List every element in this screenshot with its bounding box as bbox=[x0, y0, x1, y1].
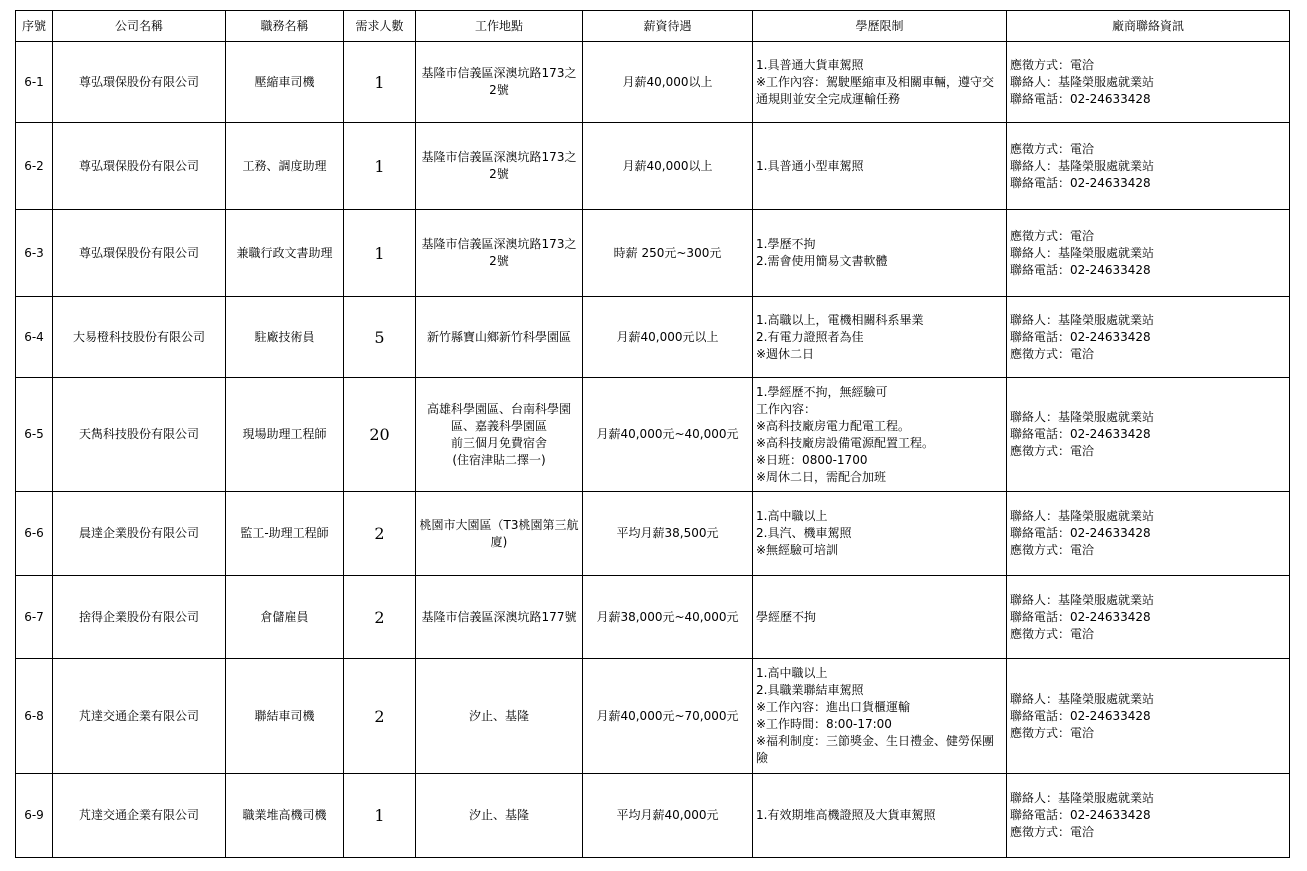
contact-info: 應徵方式：電洽 聯絡人：基隆榮服處就業站 聯絡電話：02-24633428 bbox=[1007, 123, 1290, 210]
company-name: 尊弘環保股份有限公司 bbox=[53, 123, 226, 210]
row-id: 6-6 bbox=[16, 492, 53, 576]
position-name: 聯結車司機 bbox=[226, 659, 344, 774]
position-name: 工務、調度助理 bbox=[226, 123, 344, 210]
table-row bbox=[16, 659, 1290, 774]
work-location: 基隆市信義區深澳坑路173之2號 bbox=[416, 42, 583, 123]
position-name: 駐廠技術員 bbox=[226, 297, 344, 378]
position-name: 現場助理工程師 bbox=[226, 378, 344, 492]
salary: 月薪40,000元~70,000元 bbox=[583, 659, 753, 774]
headcount: 1 bbox=[344, 210, 416, 297]
company-name: 尊弘環保股份有限公司 bbox=[53, 42, 226, 123]
row-id: 6-8 bbox=[16, 659, 53, 774]
row-id: 6-4 bbox=[16, 297, 53, 378]
contact-info: 聯絡人：基隆榮服處就業站 聯絡電話：02-24633428 應徵方式：電洽 bbox=[1007, 297, 1290, 378]
position-name: 兼職行政文書助理 bbox=[226, 210, 344, 297]
work-location: 汐止、基隆 bbox=[416, 774, 583, 858]
company-name: 芃達交通企業有限公司 bbox=[53, 659, 226, 774]
contact-info: 聯絡人：基隆榮服處就業站 聯絡電話：02-24633428 應徵方式：電洽 bbox=[1007, 492, 1290, 576]
header-row bbox=[16, 11, 1290, 42]
company-name: 晨達企業股份有限公司 bbox=[53, 492, 226, 576]
work-location: 基隆市信義區深澳坑路177號 bbox=[416, 576, 583, 659]
position-name: 倉儲雇員 bbox=[226, 576, 344, 659]
work-location: 基隆市信義區深澳坑路173之2號 bbox=[416, 123, 583, 210]
headcount: 2 bbox=[344, 492, 416, 576]
salary: 平均月薪38,500元 bbox=[583, 492, 753, 576]
table-row bbox=[16, 210, 1290, 297]
headcount: 1 bbox=[344, 42, 416, 123]
contact-info: 應徵方式：電洽 聯絡人：基隆榮服處就業站 聯絡電話：02-24633428 bbox=[1007, 210, 1290, 297]
work-location: 桃園市大園區（T3桃園第三航廈) bbox=[416, 492, 583, 576]
header-location: 工作地點 bbox=[416, 11, 583, 42]
header-count: 需求人數 bbox=[344, 11, 416, 42]
company-name: 大易橙科技股份有限公司 bbox=[53, 297, 226, 378]
salary: 月薪38,000元~40,000元 bbox=[583, 576, 753, 659]
table-row bbox=[16, 378, 1290, 492]
row-id: 6-1 bbox=[16, 42, 53, 123]
company-name: 天雋科技股份有限公司 bbox=[53, 378, 226, 492]
company-name: 捨得企業股份有限公司 bbox=[53, 576, 226, 659]
requirements: 1.高中職以上 2.具職業聯結車駕照 ※工作內容：進出口貨櫃運輸 ※工作時間：8:00-17:00 ※福利制度：三節獎金、生日禮金、健勞保團險 bbox=[753, 659, 1007, 774]
contact-info: 聯絡人：基隆榮服處就業站 聯絡電話：02-24633428 應徵方式：電洽 bbox=[1007, 378, 1290, 492]
position-name: 職業堆高機司機 bbox=[226, 774, 344, 858]
requirements: 1.具普通大貨車駕照 ※工作內容：駕駛壓縮車及相關車輛，遵守交通規則並安全完成運輸任務 bbox=[753, 42, 1007, 123]
salary: 月薪40,000以上 bbox=[583, 123, 753, 210]
salary: 月薪40,000元~40,000元 bbox=[583, 378, 753, 492]
requirements: 1.高中職以上 2.具汽、機車駕照 ※無經驗可培訓 bbox=[753, 492, 1007, 576]
requirements: 1.學歷不拘 2.需會使用簡易文書軟體 bbox=[753, 210, 1007, 297]
headcount: 2 bbox=[344, 576, 416, 659]
header-requirements: 學歷限制 bbox=[753, 11, 1007, 42]
work-location: 汐止、基隆 bbox=[416, 659, 583, 774]
table-row bbox=[16, 492, 1290, 576]
table-row bbox=[16, 123, 1290, 210]
table-row bbox=[16, 576, 1290, 659]
requirements: 學經歷不拘 bbox=[753, 576, 1007, 659]
requirements: 1.具普通小型車駕照 bbox=[753, 123, 1007, 210]
row-id: 6-3 bbox=[16, 210, 53, 297]
salary: 平均月薪40,000元 bbox=[583, 774, 753, 858]
row-id: 6-9 bbox=[16, 774, 53, 858]
requirements: 1.有效期堆高機證照及大貨車駕照 bbox=[753, 774, 1007, 858]
headcount: 1 bbox=[344, 774, 416, 858]
header-contact: 廠商聯絡資訊 bbox=[1007, 11, 1290, 42]
work-location: 新竹縣寶山鄉新竹科學園區 bbox=[416, 297, 583, 378]
salary: 時薪 250元~300元 bbox=[583, 210, 753, 297]
salary: 月薪40,000元以上 bbox=[583, 297, 753, 378]
headcount: 2 bbox=[344, 659, 416, 774]
contact-info: 聯絡人：基隆榮服處就業站 聯絡電話：02-24633428 應徵方式：電洽 bbox=[1007, 576, 1290, 659]
table-row bbox=[16, 774, 1290, 858]
headcount: 1 bbox=[344, 123, 416, 210]
row-id: 6-2 bbox=[16, 123, 53, 210]
work-location: 高雄科學園區、台南科學園區、嘉義科學園區 前三個月免費宿舍 (住宿津貼二擇一) bbox=[416, 378, 583, 492]
requirements: 1.高職以上，電機相關科系畢業 2.有電力證照者為佳 ※週休二日 bbox=[753, 297, 1007, 378]
company-name: 芃達交通企業有限公司 bbox=[53, 774, 226, 858]
work-location: 基隆市信義區深澳坑路173之2號 bbox=[416, 210, 583, 297]
header-company: 公司名稱 bbox=[53, 11, 226, 42]
headcount: 5 bbox=[344, 297, 416, 378]
requirements: 1.學經歷不拘，無經驗可 工作內容： ※高科技廠房電力配電工程。 ※高科技廠房設備電源配置工程。 ※日班：0800-1700 ※周休二日，需配合加班 bbox=[753, 378, 1007, 492]
header-position: 職務名稱 bbox=[226, 11, 344, 42]
header-salary: 薪資待遇 bbox=[583, 11, 753, 42]
contact-info: 聯絡人：基隆榮服處就業站 聯絡電話：02-24633428 應徵方式：電洽 bbox=[1007, 774, 1290, 858]
position-name: 壓縮車司機 bbox=[226, 42, 344, 123]
row-id: 6-7 bbox=[16, 576, 53, 659]
headcount: 20 bbox=[344, 378, 416, 492]
table-row bbox=[16, 42, 1290, 123]
header-id: 序號 bbox=[16, 11, 53, 42]
position-name: 監工-助理工程師 bbox=[226, 492, 344, 576]
salary: 月薪40,000以上 bbox=[583, 42, 753, 123]
row-id: 6-5 bbox=[16, 378, 53, 492]
contact-info: 聯絡人：基隆榮服處就業站 聯絡電話：02-24633428 應徵方式：電洽 bbox=[1007, 659, 1290, 774]
company-name: 尊弘環保股份有限公司 bbox=[53, 210, 226, 297]
job-listings-table bbox=[15, 10, 1290, 858]
table-row bbox=[16, 297, 1290, 378]
contact-info: 應徵方式：電洽 聯絡人：基隆榮服處就業站 聯絡電話：02-24633428 bbox=[1007, 42, 1290, 123]
